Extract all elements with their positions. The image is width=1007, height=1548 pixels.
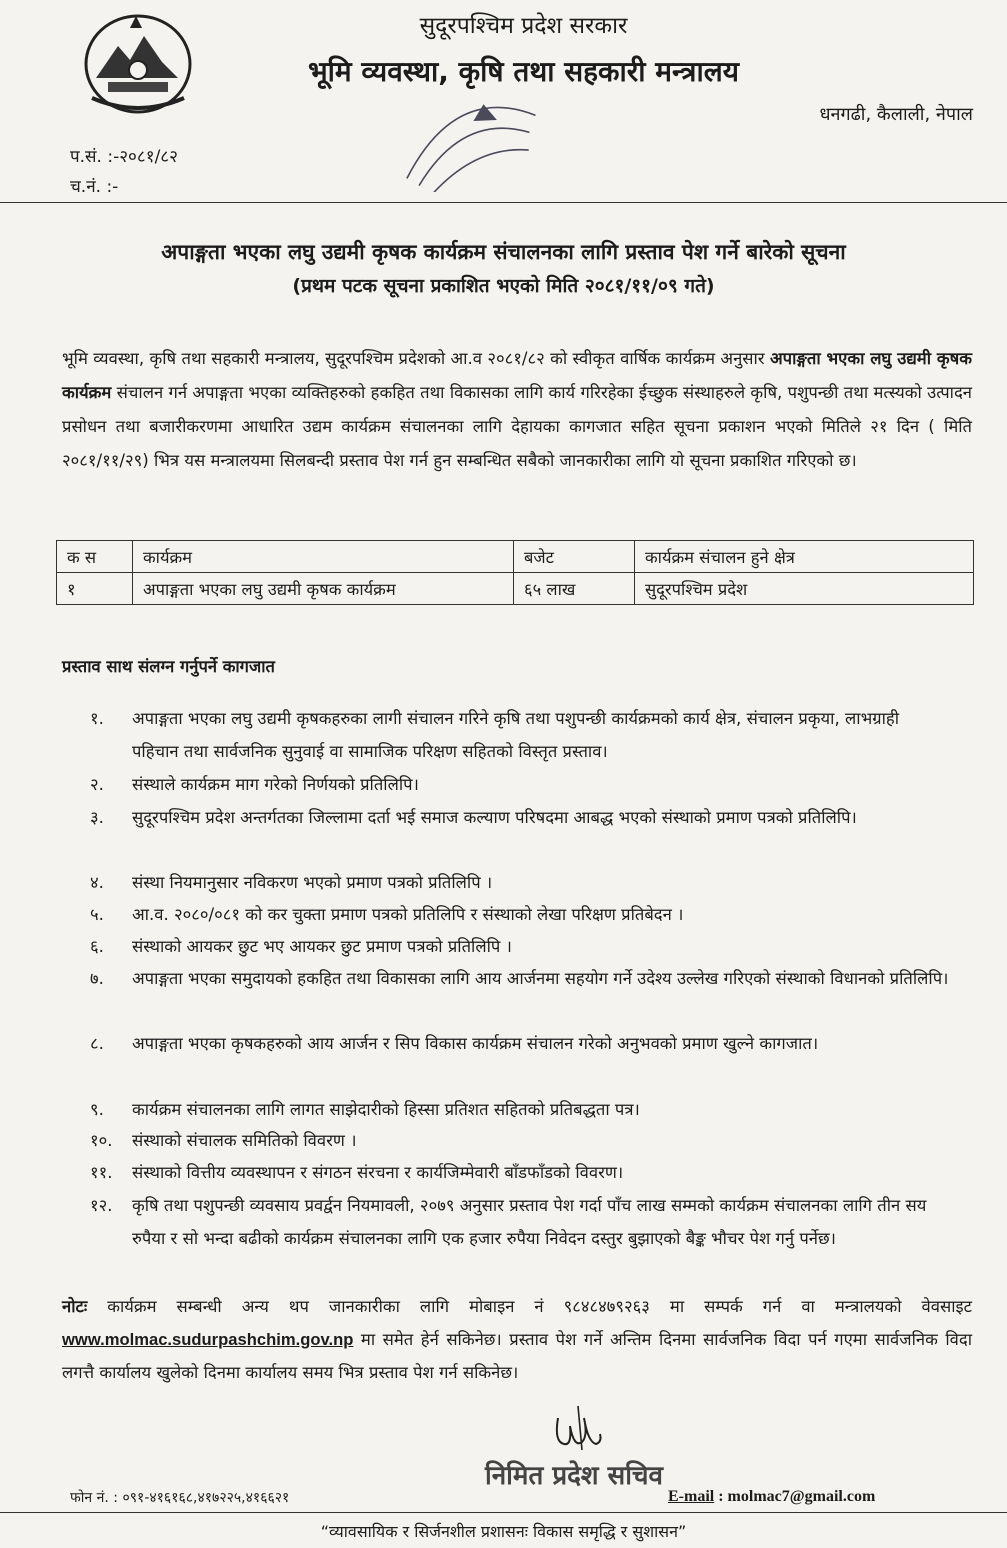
office-stamp-icon [380, 92, 560, 192]
intro-paragraph [62, 342, 972, 478]
list-item [90, 702, 950, 768]
table-row [57, 573, 974, 605]
item-text: संस्थाको वित्तीय व्यवस्थापन र संगठन संरचना र कार्यजिम्मेवारी बाँडफाँडको विवरण। [132, 1163, 624, 1182]
list-item [90, 801, 950, 834]
item-number: १. [90, 709, 104, 728]
header-serial: क स [57, 541, 133, 573]
item-number: ८. [90, 1034, 104, 1053]
email-value[interactable]: : molmac7@gmail.com [714, 1488, 876, 1505]
header-area: कार्यक्रम संचालन हुने क्षेत्र [635, 541, 974, 573]
item-number: १०. [90, 1131, 113, 1150]
header-program: कार्यक्रम [133, 541, 514, 573]
office-location: धनगढी, कैलाली, नेपाल [819, 104, 973, 125]
item-number: २. [90, 775, 104, 794]
item-text: अपाङ्गता भएका लघु उद्यमी कृषकहरुका लागी संचालन गरिने कृषि तथा पशुपन्छी कार्यक्रमको कार्य क्षेत्र, संचालन प्रकृया, लाभग्राही पहिचान तथा सार्वजनिक सुनुवाई वा सामाजिक परिक्षण सहितको विस्तृत प्रस्ताव। [132, 709, 900, 761]
item-number: ११. [90, 1163, 113, 1182]
phone-numbers: फोन नं. : ०९१-४१६१६८,४१७२२५,४१६६२१ [70, 1490, 290, 1506]
note-label: नोटः [62, 1297, 88, 1316]
intro-suffix: संचालन गर्न अपाङ्गता भएका व्यक्तिहरुको हकहित तथा विकासका लागि कार्य गरिरहेका ईच्छुक संस्थाहरुले कृषि, पशुपन्छी तथा मत्स्यको उत्पादन प्रसोधन तथा बजारीकरणमा आधारित उद्यम कार्यक्रम संचालनका लागि देहायका कागजात सहित सूचना प्रकाशन भएको मितिले २१ दिन ( मिति २०८१/११/२९) भित्र यस मन्त्रालयमा सिलबन्दी प्रस्ताव पेश गर्न हुन सम्बन्धित सबैको जानकारीका लागि यो सूचना प्रकाशित गरिएको छ। [62, 383, 972, 470]
list-item [90, 768, 950, 801]
letter-reference: प.सं. :-२०८१/८२ [70, 147, 178, 167]
list-item [90, 866, 950, 899]
item-text: संस्थाले कार्यक्रम माग गरेको निर्णयको प्रतिलिपि। [132, 775, 419, 794]
note-text-2: मा समेत हेर्न सकिनेछ। प्रस्ताव पेश गर्ने अन्तिम दिनमा सार्वजनिक विदा पर्न गएमा सार्वजनिक विदा लगत्तै कार्यालय खुलेको दिनमा कार्यालय समय भित्र प्रस्ताव पेश गर्न सकिनेछ। [62, 1330, 972, 1382]
signatory-title: निमित प्रदेश सचिव [485, 1461, 663, 1491]
notice-subtitle: (प्रथम पटक सूचना प्रकाशित भएको मिति २०८१/११/०९ गते) [292, 275, 715, 297]
item-text: कृषि तथा पशुपन्छी व्यवसाय प्रवर्द्वन नियमावली, २०७९ अनुसार प्रस्ताव पेश गर्दा पाँच लाख सम्मको कार्यक्रम संचालनका लागि तीन सय रुपैया र सो भन्दा बढीको कार्यक्रम संचालनका लागि एक हजार रुपैया निवेदन दस्तुर बुझाएको बैङ्क भौचर पेश गर्नु पर्नेछ। [132, 1196, 927, 1248]
header-divider [0, 202, 1007, 203]
cell-area: सुदूरपश्चिम प्रदेश [635, 573, 974, 605]
item-text: संस्थाको संचालक समितिको विवरण । [132, 1131, 357, 1150]
cell-program: अपाङ्गता भएका लघु उद्यमी कृषक कार्यक्रम [133, 573, 514, 605]
item-number: ५. [90, 905, 104, 924]
signature-icon [548, 1398, 608, 1454]
contact-email [668, 1488, 875, 1506]
documents-heading: प्रस्ताव साथ संलग्न गर्नुपर्ने कागजात [62, 657, 275, 676]
item-text: अपाङ्गता भएका समुदायको हकहित तथा विकासका लागि आय आर्जनमा सहयोग गर्ने उदेश्य उल्लेख गरिएको संस्थाको विधानको प्रतिलिपि। [132, 969, 949, 988]
item-text: आ.व. २०८०/०८१ को कर चुक्ता प्रमाण पत्रको प्रतिलिपि र संस्थाको लेखा परिक्षण प्रतिबेदन । [132, 905, 684, 924]
item-number: ३. [90, 808, 104, 827]
header-budget: बजेट [514, 541, 635, 573]
government-name: सुदूरपश्चिम प्रदेश सरकार [419, 13, 628, 39]
list-item [90, 1027, 950, 1060]
list-item [90, 962, 950, 995]
item-number: ९. [90, 1100, 104, 1119]
item-text: संस्था नियमानुसार नविकरण भएको प्रमाण पत्रको प्रतिलिपि । [132, 873, 493, 892]
item-text: कार्यक्रम संचालनका लागि लागत साझेदारीको हिस्सा प्रतिशत सहितको प्रतिबद्धता पत्र। [132, 1100, 640, 1119]
item-text: संस्थाको आयकर छुट भए आयकर छुट प्रमाण पत्रको प्रतिलिपि । [132, 937, 512, 956]
cell-serial: १ [57, 573, 133, 605]
item-number: ४. [90, 873, 104, 892]
note-paragraph [62, 1290, 972, 1389]
office-motto: “व्यावसायिक र सिर्जनशील प्रशासनः विकास समृद्धि र सुशासन” [320, 1522, 687, 1541]
intro-program: अपाङ्गता भएका लघु उद्यमी कृषक कार्यक्रम [62, 349, 972, 402]
item-number: ६. [90, 937, 104, 956]
ministry-website-link[interactable]: www.molmac.sudurpashchim.gov.np [62, 1330, 354, 1349]
note-text-1: कार्यक्रम सम्बन्धी अन्य थप जानकारीका लागि मोबाइन नं ९८४८४७९२६३ मा सम्पर्क गर्न वा मन्त्रालयको वेवसाइट [87, 1297, 972, 1316]
email-label: E-mail [668, 1488, 715, 1505]
item-text: अपाङ्गता भएका कृषकहरुको आय आर्जन र सिप विकास कार्यक्रम संचालन गरेको अनुभवको प्रमाण खुल्ने कागजात। [132, 1034, 819, 1053]
ministry-name: भूमि व्यवस्था, कृषि तथा सहकारी मन्त्रालय [308, 55, 739, 88]
table-header-row [57, 541, 974, 573]
cell-budget: ६५ लाख [514, 573, 635, 605]
intro-prefix: भूमि व्यवस्था, कृषि तथा सहकारी मन्त्रालय, सुदूरपश्चिम प्रदेशको आ.व २०८१/८२ को स्वीकृत वार्षिक कार्यक्रम अनुसार [62, 349, 770, 368]
list-item [90, 1189, 950, 1255]
list-item [90, 1124, 950, 1157]
list-item [90, 930, 950, 963]
item-text: सुदूरपश्चिम प्रदेश अन्तर्गतका जिल्लामा दर्ता भई समाज कल्याण परिषदमा आबद्ध भएको संस्थाको प्रमाण पत्रको प्रतिलिपि। [132, 808, 857, 827]
list-item [90, 1156, 950, 1189]
item-number: ७. [90, 969, 104, 988]
item-number: १२. [90, 1196, 113, 1215]
footer-divider [0, 1512, 1007, 1513]
notice-title: अपाङ्गता भएका लघु उद्यमी कृषक कार्यक्रम संचालनका लागि प्रस्ताव पेश गर्ने बारेको सूचना [161, 240, 846, 264]
list-item [90, 1093, 950, 1126]
dispatch-number: च.नं. :- [70, 177, 119, 197]
list-item [90, 898, 950, 931]
program-table [56, 540, 974, 605]
